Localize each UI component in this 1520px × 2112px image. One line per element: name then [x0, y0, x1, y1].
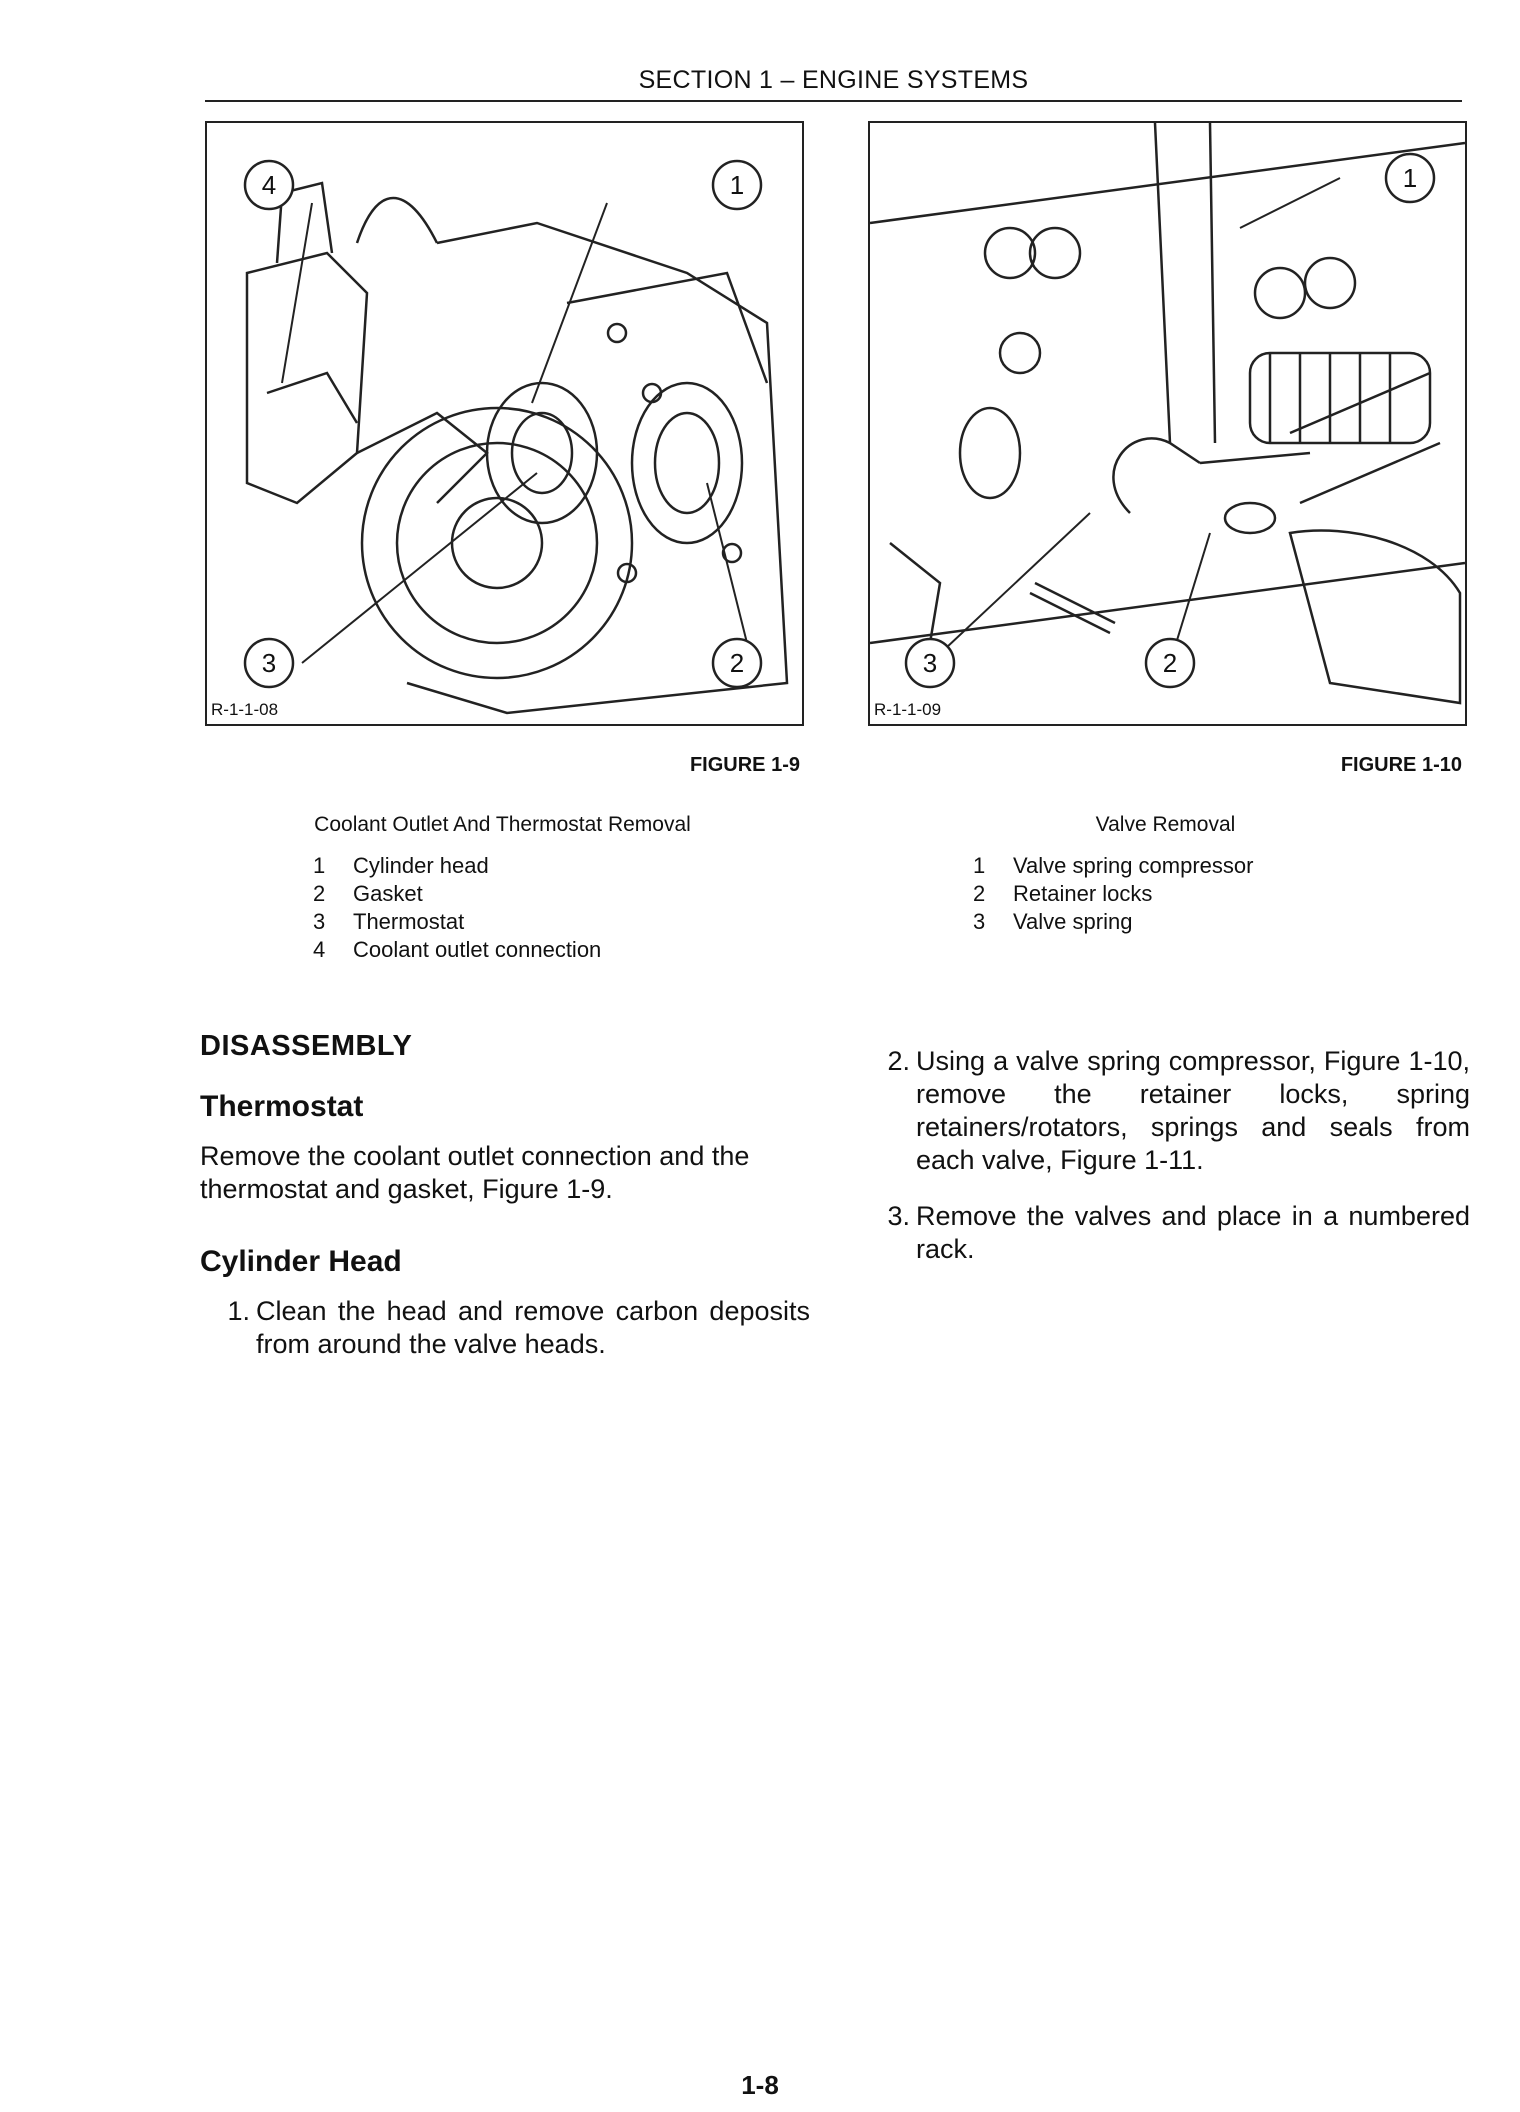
callout-4: 4 — [261, 170, 277, 200]
figure-title: Coolant Outlet And Thermostat Removal — [314, 813, 691, 836]
legend-text: Valve spring compressor — [1013, 853, 1254, 878]
legend-text: Retainer locks — [1013, 881, 1153, 906]
legend-item — [313, 880, 601, 908]
legend-text: Cylinder head — [353, 853, 489, 878]
valve-removal-drawing — [870, 123, 1465, 724]
section-header: SECTION 1 – ENGINE SYSTEMS — [638, 66, 1029, 94]
legend-item — [973, 908, 1253, 936]
step-number: 1. — [227, 1296, 250, 1326]
legend-text: Thermostat — [353, 909, 465, 934]
legend-text: Gasket — [353, 881, 423, 906]
step-number: 2. — [887, 1046, 910, 1076]
callout-1: 1 — [1402, 163, 1418, 193]
figure-title: Valve Removal — [1095, 813, 1236, 836]
callout-2: 2 — [729, 648, 745, 678]
callout-2: 2 — [1162, 648, 1178, 678]
legend-number: 3 — [313, 909, 326, 934]
thermostat-removal-drawing — [207, 123, 802, 724]
legend-number: 1 — [973, 853, 986, 878]
figure-id-label: R-1-1-09 — [874, 700, 942, 719]
subheading-cylinder-head: Cylinder Head — [200, 1245, 402, 1278]
step-2 — [860, 1045, 1470, 1177]
callout-1: 1 — [729, 170, 745, 200]
callout-3: 3 — [922, 648, 938, 678]
step-1 — [200, 1295, 810, 1361]
legend-number: 2 — [973, 881, 986, 906]
legend-number: 3 — [973, 909, 986, 934]
legend-item — [313, 936, 601, 964]
legend-item — [973, 852, 1253, 880]
figure-1-10-legend — [973, 852, 1253, 936]
step-3 — [860, 1200, 1470, 1266]
subheading-thermostat: Thermostat — [200, 1090, 364, 1123]
legend-text: Valve spring — [1013, 909, 1133, 934]
step-text: Clean the head and remove carbon deposits from around the valve heads. — [256, 1296, 810, 1359]
figure-1-9-illustration — [205, 121, 804, 726]
legend-item — [973, 880, 1253, 908]
figure-id-label: R-1-1-08 — [211, 700, 279, 719]
legend-number: 2 — [313, 881, 326, 906]
legend-number: 1 — [313, 853, 326, 878]
step-text: Remove the valves and place in a numbered rack. — [916, 1201, 1470, 1264]
figure-1-9-legend — [313, 852, 601, 964]
section-heading: DISASSEMBLY — [200, 1030, 413, 1062]
header-rule — [205, 100, 1462, 102]
step-text: Using a valve spring compressor, Figure 1-10, remove the retainer locks, spring retainers/rotators, springs and seals from each valve, Figure 1-11. — [916, 1046, 1470, 1175]
thermostat-paragraph: Remove the coolant outlet connection and the thermostat and gasket, Figure 1-9. — [200, 1141, 750, 1204]
figure-caption: FIGURE 1-10 — [1340, 754, 1462, 776]
step-number: 3. — [887, 1201, 910, 1231]
page-number: 1-8 — [741, 2070, 779, 2100]
callout-3: 3 — [261, 648, 277, 678]
legend-text: Coolant outlet connection — [353, 937, 602, 962]
figure-1-10-illustration — [868, 121, 1467, 726]
figure-caption: FIGURE 1-9 — [689, 754, 800, 776]
legend-number: 4 — [313, 937, 326, 962]
legend-item — [313, 908, 601, 936]
legend-item — [313, 852, 601, 880]
